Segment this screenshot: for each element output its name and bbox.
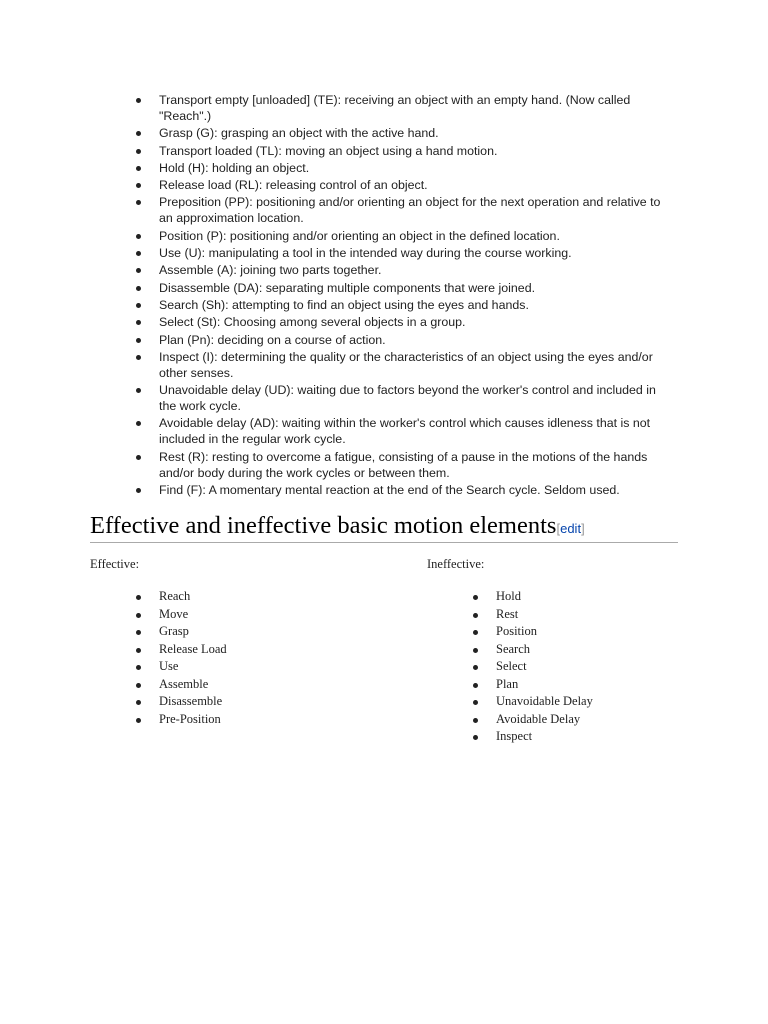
list-item [136, 194, 676, 226]
bullet-icon [473, 630, 478, 635]
list-item-text: Unavoidable Delay [496, 694, 593, 708]
bullet-icon [136, 98, 141, 103]
list-item-text: Plan [496, 676, 519, 691]
list-item [473, 623, 593, 641]
list-item-text: Reach [159, 589, 191, 603]
bullet-icon [136, 303, 141, 308]
bullet-icon [136, 251, 141, 256]
bullet-icon [473, 665, 478, 670]
list-item-text: Rest [496, 606, 519, 621]
bullet-icon [136, 286, 141, 291]
list-item [473, 728, 593, 746]
bullet-icon [473, 718, 478, 723]
list-item [473, 641, 593, 659]
list-item-text: Grasp [159, 624, 189, 638]
effective-label: Effective: [90, 557, 140, 571]
list-item-text: Find (F): A momentary mental reaction at the end of the Search cycle. Seldom used. [159, 483, 620, 498]
list-item-text: Preposition (PP): positioning and/or orienting an object for the next operation and relative to an approximation location. [159, 195, 661, 226]
list-item [136, 332, 676, 348]
section-heading [90, 510, 678, 543]
list-item [473, 588, 593, 606]
bullet-icon [136, 421, 141, 426]
list-item [136, 92, 676, 124]
list-item-text: Unavoidable delay (UD): waiting due to factors beyond the worker's control and included in the work cycle. [159, 383, 656, 414]
ineffective-label: Ineffective: [427, 557, 485, 571]
bullet-icon [136, 488, 141, 493]
list-item [136, 228, 676, 244]
list-item [136, 280, 676, 296]
list-item-text: Inspect [496, 729, 533, 743]
bullet-icon [473, 683, 478, 688]
list-item-text: Position [496, 624, 537, 638]
bullet-icon [136, 234, 141, 239]
ineffective-list [473, 588, 593, 746]
list-item [473, 676, 593, 694]
list-item-text: Disassemble (DA): separating multiple components that were joined. [159, 280, 536, 295]
bullet-icon [136, 388, 141, 393]
bullet-icon [136, 683, 141, 688]
list-item-text: Avoidable delay (AD): waiting within the worker's control which causes idleness that is not included in the regular work cycle. [159, 416, 651, 447]
list-item [136, 623, 227, 641]
list-item-text: Rest (R): resting to overcome a fatigue, consisting of a pause in the motions of the hands and/or body during the work cycles or between them. [159, 449, 648, 480]
edit-link[interactable]: edit [560, 521, 582, 536]
list-item-text: Avoidable Delay [496, 711, 581, 726]
list-item-text: Inspect (I): determining the quality or the characteristics of an object using the eyes and/or other senses. [159, 349, 653, 380]
list-item [136, 314, 676, 330]
list-item-text: Assemble (A): joining two parts together. [159, 263, 382, 278]
list-item-text: Select (St): Choosing among several objects in a group. [159, 315, 466, 330]
section-title: Effective and ineffective basic motion elements [90, 512, 557, 539]
list-item-text: Release Load [159, 641, 227, 656]
list-item-text: Use (U): manipulating a tool in the intended way during the course working. [159, 246, 572, 261]
list-item [136, 658, 227, 676]
effective-list [136, 588, 227, 728]
list-item [136, 382, 676, 414]
list-item [136, 641, 227, 659]
list-item-text: Search [496, 641, 531, 656]
list-item-text: Transport empty [unloaded] (TE): receiving an object with an empty hand. (Now called "Reach".) [159, 93, 631, 123]
bullet-icon [136, 200, 141, 205]
list-item [136, 693, 227, 711]
bullet-icon [136, 355, 141, 360]
bullet-icon [136, 166, 141, 171]
list-item [136, 245, 676, 261]
list-item-text: Transport loaded (TL): moving an object using a hand motion. [159, 143, 498, 158]
bullet-icon [473, 700, 478, 705]
list-item-text: Pre-Position [159, 711, 221, 726]
bullet-icon [473, 595, 478, 600]
bullet-icon [473, 613, 478, 618]
list-item [136, 588, 227, 606]
list-item [136, 676, 227, 694]
list-item [473, 711, 593, 729]
list-item [136, 482, 676, 498]
bullet-icon [136, 630, 141, 635]
list-item [136, 415, 676, 447]
list-item-text: Hold (H): holding an object. [159, 160, 310, 175]
bullet-icon [136, 665, 141, 670]
list-item-text: Release load (RL): releasing control of an object. [159, 178, 428, 193]
list-item [136, 349, 676, 381]
list-item [136, 449, 676, 481]
list-item-text: Select [496, 659, 527, 673]
list-item-text: Assemble [159, 676, 209, 691]
bullet-icon [136, 149, 141, 154]
bullet-icon [136, 613, 141, 618]
list-item [136, 125, 676, 141]
list-item [136, 177, 676, 193]
bullet-icon [136, 648, 141, 653]
list-item [473, 606, 593, 624]
bullet-icon [136, 718, 141, 723]
list-item-text: Plan (Pn): deciding on a course of action. [159, 332, 386, 347]
list-item-text: Grasp (G): grasping an object with the active hand. [159, 126, 439, 141]
edit-bracket-close: ] [581, 521, 585, 536]
list-item-text: Position (P): positioning and/or orienting an object in the defined location. [159, 228, 560, 243]
list-item-text: Hold [496, 589, 521, 603]
list-item [473, 693, 593, 711]
list-item-text: Disassemble [159, 694, 223, 708]
motion-elements-list [136, 92, 676, 499]
list-item [136, 297, 676, 313]
bullet-icon [473, 648, 478, 653]
list-item [136, 160, 676, 176]
list-item [136, 262, 676, 278]
edit-bracket-open: [ [556, 521, 561, 536]
list-item [473, 658, 593, 676]
bullet-icon [136, 320, 141, 325]
list-item-text: Search (Sh): attempting to find an object using the eyes and hands. [159, 297, 529, 312]
bullet-icon [136, 183, 141, 188]
list-item-text: Use [159, 659, 179, 673]
bullet-icon [136, 131, 141, 136]
list-item-text: Move [159, 606, 189, 621]
bullet-icon [136, 268, 141, 273]
bullet-icon [136, 455, 141, 460]
list-item [136, 606, 227, 624]
bullet-icon [473, 735, 478, 740]
bullet-icon [136, 595, 141, 600]
bullet-icon [136, 700, 141, 705]
list-item [136, 711, 227, 729]
edit-section [556, 521, 584, 536]
bullet-icon [136, 338, 141, 343]
list-item [136, 143, 676, 159]
